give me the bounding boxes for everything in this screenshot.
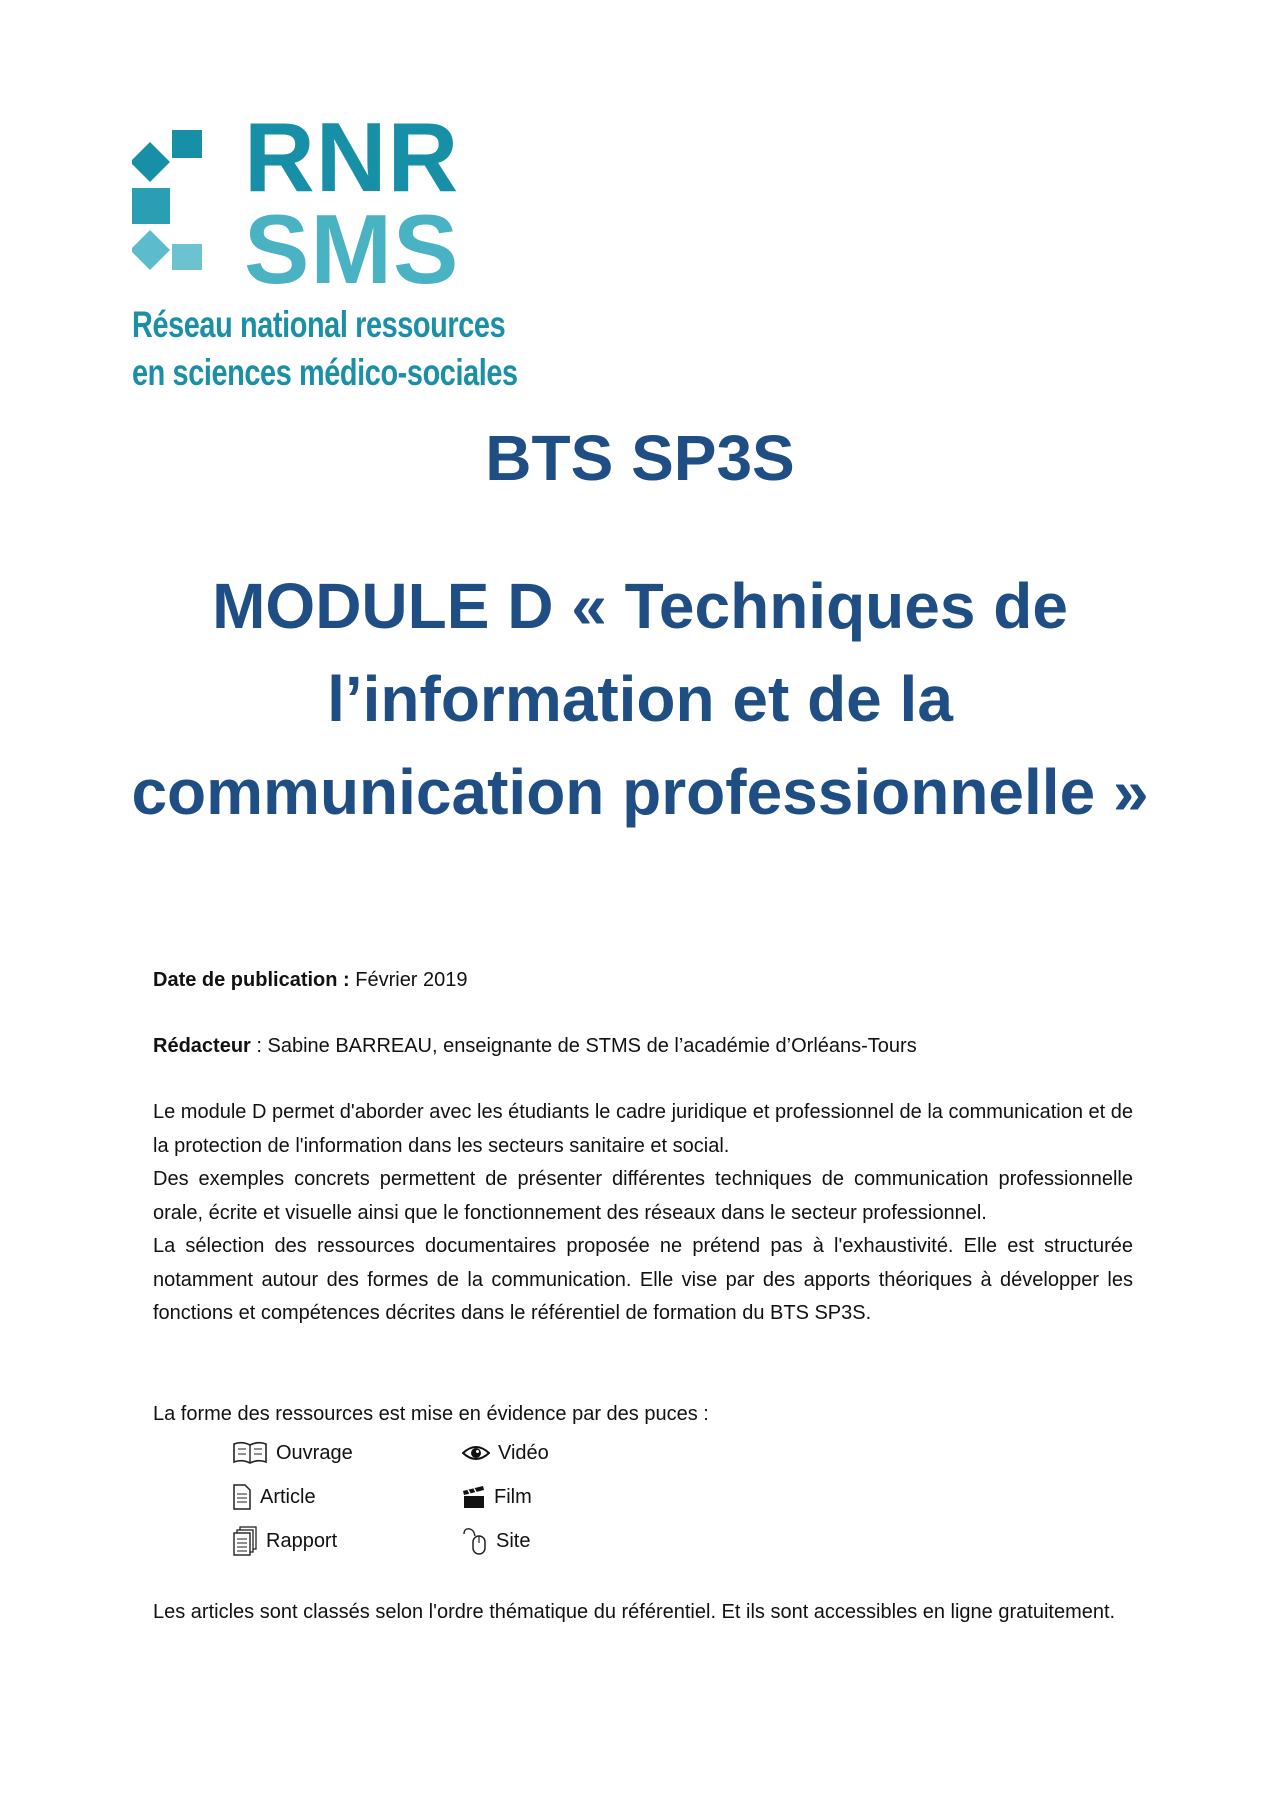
logo-sms-text: SMS xyxy=(244,194,460,304)
date-label: Date de publication : xyxy=(153,969,350,991)
legend-label: Vidéo xyxy=(498,1441,549,1464)
legend-label: Ouvrage xyxy=(276,1441,353,1464)
legend-label: Film xyxy=(494,1485,532,1508)
resource-legend xyxy=(232,1436,632,1566)
legend-item-video xyxy=(462,1436,549,1470)
module-title: MODULE D « Techniques de l’information et de la communication professionnelle » xyxy=(131,570,1149,828)
legend-item-article xyxy=(232,1480,316,1514)
mouse-icon xyxy=(462,1526,488,1556)
logo-tagline-1: Réseau national ressources xyxy=(132,304,506,345)
author-value: : Sabine BARREAU, enseignante de STMS de l’académie d’Orléans-Tours xyxy=(250,1035,917,1057)
legend-item-ouvrage xyxy=(232,1436,353,1470)
logo-mark-icon xyxy=(132,130,242,270)
intro-paragraph-3: La sélection des ressources documentaires proposée ne prétend pas à l'exhaustivité. Elle est structurée notamment autour des formes de la communication. Elle vise par des apports théoriques à développer les fonctions et compétences décrites dans le référentiel de formation du BTS SP3S. xyxy=(153,1235,1133,1324)
eye-icon xyxy=(462,1444,490,1462)
stacked-documents-icon xyxy=(232,1526,258,1556)
author-label: Rédacteur xyxy=(153,1035,251,1057)
legend-label: Rapport xyxy=(266,1529,338,1552)
forms-intro: La forme des ressources est mise en évidence par des puces : xyxy=(153,1403,709,1425)
author-line xyxy=(153,1030,1133,1064)
intro-paragraph-1: Le module D permet d'aborder avec les étudiants le cadre juridique et professionnel de la communication et de la protection de l'information dans les secteurs sanitaire et social. xyxy=(153,1101,1133,1157)
clapperboard-icon xyxy=(462,1485,486,1509)
intro-section xyxy=(153,1096,1133,1331)
legend-item-film xyxy=(462,1480,532,1514)
legend-item-rapport xyxy=(232,1524,337,1558)
page-title: BTS SP3S xyxy=(485,422,795,494)
legend-label: Site xyxy=(496,1529,531,1552)
book-icon xyxy=(232,1440,268,1466)
rnr-sms-logo xyxy=(132,102,518,400)
publication-date xyxy=(153,964,1133,998)
intro-paragraph-2: Des exemples concrets permettent de présenter différentes techniques de communication professionnelle orale, écrite et visuelle ainsi que le fonctionnement des réseaux dans le secteur professionnel. xyxy=(153,1168,1133,1224)
document-icon xyxy=(232,1483,252,1511)
legend-label: Article xyxy=(260,1485,316,1508)
logo-rnr-text: RNR xyxy=(244,102,460,212)
logo-tagline-2: en sciences médico-sociales xyxy=(132,352,518,393)
legend-item-site xyxy=(462,1524,530,1558)
final-note: Les articles sont classés selon l'ordre thématique du référentiel. Et ils sont accessibles en ligne gratuitement. xyxy=(153,1601,1116,1623)
date-value: Février 2019 xyxy=(349,969,468,991)
